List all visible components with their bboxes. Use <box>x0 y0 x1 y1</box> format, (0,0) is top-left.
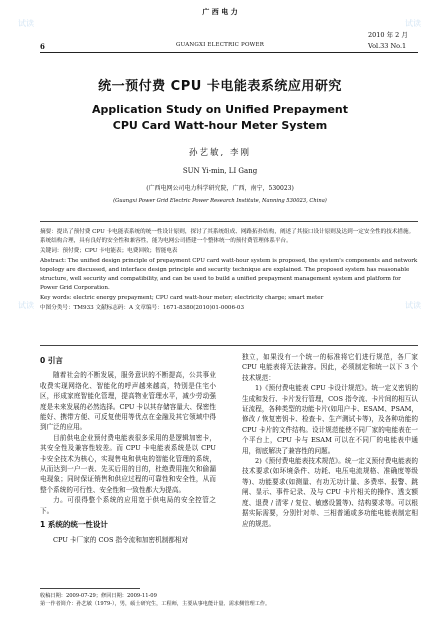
right-paragraph-2: 1)《预付费电能表 CPU 卡设计规范》。统一定义密钥的生成和发行、卡片发行管理，COS 指令流、卡片间的相互认证流程，各种类型的功能卡片(如用户卡、ESAM、PSAM，修改 / 恢复密钥卡、检查卡、生产测试卡等)，及各种功能的 CPU 卡片的文件结构。设计规范能使不同厂家的电能表在一个平台上，CPU 卡与 ESAM 可以在不同厂的电能表中通用，彻底解决了兼容性的问题。 <box>242 384 418 455</box>
footnote-rule <box>40 588 140 589</box>
watermark-mark: 试读 <box>405 301 421 310</box>
header-rule <box>40 52 418 53</box>
abstract-block <box>40 228 418 314</box>
footnote-block <box>40 592 418 608</box>
abstract-cn: 摘要：提出了预付费 CPU 卡电能表系统的统一性设计原则，探讨了其系统组成、网路拓扑结构，阐述了其接口设计原则及达到一定安全性的技术措施。系统结构合理，具有良好的安全性和兼容性，能为电网公司搭建一个整体统一的预付费管理体系平台。 <box>40 229 415 244</box>
watermark-mark: 试读 <box>405 19 421 28</box>
title-en-line2: CPU Card Watt-hour Meter System <box>112 119 328 132</box>
authors-cn: 孙艺敏, 李刚 <box>189 148 251 158</box>
section-heading-design: 1 系统的统一性设计 <box>40 520 108 530</box>
volume-number: Vol.33 No.1 <box>368 42 407 50</box>
page-number: 6 <box>40 42 45 51</box>
abstract-bottom-rule <box>40 345 418 346</box>
abstract-top-rule <box>40 221 418 222</box>
issue-date: 2010 年 2 月 <box>368 31 408 39</box>
affiliation-cn: (广西电网公司电力科学研究院，广西，南宁，530023) <box>146 185 294 192</box>
right-paragraph-3: 2)《预付费电能表技术规范》。统一定义预付费电能表的技术要求(如环境条件、功耗、电压电流规格、准确度等级等)、功能要求(如测量、有功无功计量、多费率、报警、跳闸、显示、事件记录、及与 CPU 卡片相关的操作、透支额度、退费 / 清零 / 复位、敏感设置等)、结构要求等。可以根据实际需要，分别针对单、三相普通或多功能电能表制定相应的规范。 <box>242 457 418 528</box>
keywords-cn: 关键词：预付费；CPU 卡电能表；电费回收；智能电表 <box>40 248 178 254</box>
watermark-mark: 试读 <box>18 19 34 28</box>
design-paragraph-1: CPU 卡厂家的 COS 指令流和加密机制都相对 <box>53 535 189 544</box>
journal-name-cn: 广 西 电 力 <box>202 7 238 16</box>
intro-paragraph-3: 力。可很得整个系统的应用宽于供电局的安全控管之下。 <box>40 496 216 515</box>
keywords-en: Key words: electric energy prepayment; CPU card watt-hour meter; electricity charge; smart meter <box>40 295 324 301</box>
title-cn: 统一预付费 CPU 卡电能表系统应用研究 <box>98 79 342 94</box>
intro-paragraph-2: 目前供电企业预付费电能表很多采用的是逻辑加密卡，其安全性及兼容性较差。而 CPU 卡电能表系统是以 CPU 卡安全技术为核心，实现售电和供电的智能化管理的系统，从而达到一户一表、先买后用的目的，杜绝费用拖欠和偷漏电现象；同时保证销售和供应过程的可靠性和安全性，从而整个系统的可行性、安全性和一致性都大为提高。 <box>40 433 216 494</box>
title-en-line1: Application Study on Unified Prepayment <box>91 103 349 116</box>
authors-en: SUN Yi-min, LI Gang <box>182 167 258 175</box>
watermark-mark: 试读 <box>18 301 34 310</box>
right-column <box>242 352 418 529</box>
journal-name-en: GUANGXI ELECTRIC POWER <box>175 42 265 48</box>
received-date: 收稿日期：2009-07-29；修回日期：2009-11-09 <box>40 593 157 599</box>
left-column <box>40 352 216 545</box>
right-paragraph-1: 独立，如果没有一个统一的标准将它们进行规范，各厂家 CPU 电能表将无法兼容。因此，必须制定和统一以下 3 个技术规范： <box>242 353 418 382</box>
affiliation-en: (Guangxi Power Grid Electric Power Research Institute, Nanning 530023, China) <box>113 198 327 204</box>
author-bio: 第一作者简介：孙艺敏（1979-），男，硕士研究生，工程师，主要从事电能计量、需求侧管理工作。 <box>40 601 271 607</box>
section-heading-intro: 0 引言 <box>40 356 63 365</box>
classification-line: 中图分类号：TM933 文献标志码：A 文章编号：1671-8380(2010)01-0006-03 <box>40 305 245 311</box>
abstract-en: Abstract: The unified design principle of prepayment CPU card watt-hour system is proposed, the system's components and network topology are discussed, and interface design principle and security technique are explained. The proposed system has reasonable structure, well security and compatibility, and can be used to build a unified prepayment management system and platform for Power Grid Corporation. <box>40 258 418 291</box>
intro-paragraph-1: 随着社会的不断发展，服务意识的不断提高，公共事业收费实现网络化、智能化的呼声越来越高，特别是住宅小区，形成家庭智能化管理，提高物业管理水平，减少劳动强度是未来发展的必然选择。CPU 卡以其存储容量大、保密性能好、携带方便、可反复使用等优点在金融及其它领域中得到广泛的应用。 <box>40 371 216 432</box>
